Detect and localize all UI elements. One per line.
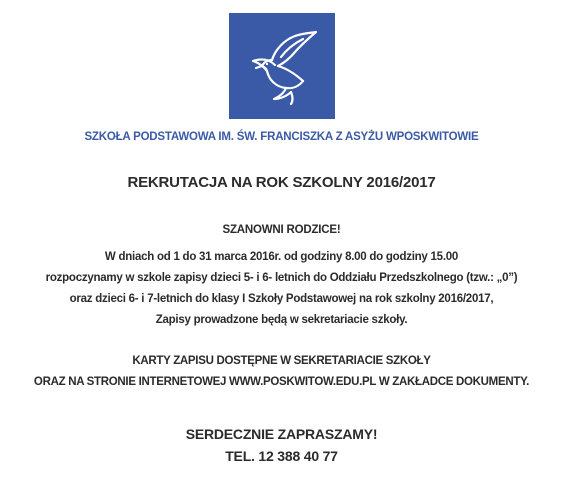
closing-block	[0, 423, 563, 467]
body-line: oraz dzieci 6- i 7-letnich do klasy I Szkoły Podstawowej na rok szkolny 2016/2017,	[69, 293, 494, 305]
greeting: SZANOWNI RODZICE!	[222, 224, 341, 236]
phone-number: TEL. 12 388 40 77	[225, 448, 338, 464]
registration-cards-info	[0, 351, 563, 393]
announcement-body	[0, 247, 563, 331]
school-logo	[229, 13, 335, 119]
cards-line: ORAZ NA STRONIE INTERNETOWEJ WWW.POSKWITOW.EDU.PL W ZAKŁADCE DOKUMENTY.	[33, 376, 530, 388]
closing-invitation: SERDECZNIE ZAPRASZAMY!	[185, 426, 378, 442]
recruitment-headline: REKRUTACJA NA ROK SZKOLNY 2016/2017	[127, 174, 436, 191]
dove-icon	[229, 13, 335, 119]
school-name: SZKOŁA PODSTAWOWA IM. ŚW. FRANCISZKA Z ASYŻU WPOSKWITOWIE	[84, 131, 479, 143]
body-line: W dniach od 1 do 31 marca 2016r. od godziny 8.00 do godziny 15.00	[104, 251, 459, 263]
body-line: Zapisy prowadzone będą w sekretariacie szkoły.	[155, 314, 408, 326]
cards-line: KARTY ZAPISU DOSTĘPNE W SEKRETARIACIE SZKOŁY	[132, 355, 431, 367]
body-line: rozpoczynamy w szkole zapisy dzieci 5- i 6- letnich do Oddziału Przedszkolnego (tzw.: „0”)	[45, 272, 518, 284]
